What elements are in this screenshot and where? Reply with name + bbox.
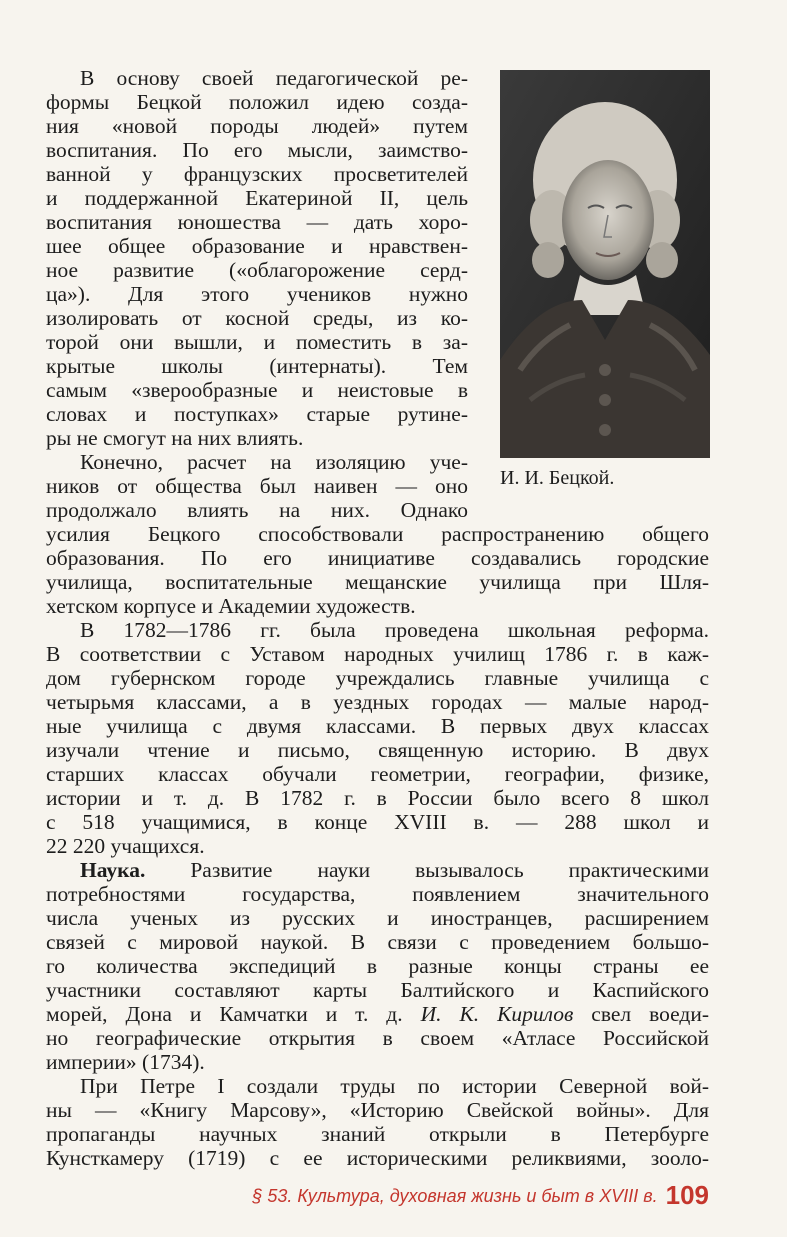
text-line: самым «зверообразные и неистовые в [46,378,468,402]
text-line: В 1782—1786 гг. была проведена школьная реформа. [80,618,709,642]
text-line: и поддержанной Екатериной II, цель [46,186,468,210]
text-line: четырьмя классами, а в уездных городах — малые народ- [46,690,709,714]
text-line: торой они вышли, и поместить в за- [46,330,468,354]
text-line-last: Кунсткамеру (1719) с ее историческими реликвиями, зооло- [46,1146,709,1170]
text-line: училища, воспитательные мещанские училища при Шля- [46,570,709,594]
person-name: И. К. Кирилов [420,1002,574,1026]
text-line: ны — «Книгу Марсову», «Историю Свейской войны». Для [46,1098,709,1122]
text-line: но географические открытия в своем «Атласе Российской [46,1026,709,1050]
text-line: ников от общества был наивен — оно [46,474,468,498]
text-line: 22 220 учащихся. [46,834,205,858]
text-line: При Петре I создали труды по истории Северной вой- [80,1074,709,1098]
portrait-image [500,70,710,458]
page-number: 109 [665,1180,709,1210]
text-line: го количества экспедиций в разные концы страны ее [46,954,709,978]
text-line: усилия Бецкого способствовали распространению общего [46,522,709,546]
text-span: Развитие науки вызывалось практическими [145,858,709,882]
text-line: крытые школы (интернаты). Тем [46,354,468,378]
text-line: ры не смогут на них влиять. [46,426,304,450]
text-span: морей, Дона и Камчатки и т. д. [46,1002,421,1026]
text-line: истории и т. д. В 1782 г. в России было всего 8 школ [46,786,709,810]
text-line: хетском корпусе и Академии художеств. [46,594,416,618]
text-line: старших классах обучали геометрии, географии, физике, [46,762,709,786]
text-line: ванной у французских просветителей [46,162,468,186]
text-line: В основу своей педагогической ре- [80,66,468,90]
portrait-caption: И. И. Бецкой. [500,467,615,489]
text-line: ное развитие («облагорожение серд- [46,258,468,282]
text-line: словах и поступках» старые рутине- [46,402,468,426]
text-line: образования. По его инициативе создавались городские [46,546,709,570]
text-line: воспитания юношества — дать хоро- [46,210,468,234]
text-line: продолжало влиять на них. Однако [46,498,468,522]
text-line: потребностями государства, появлением значительного [46,882,709,906]
text-line: с 518 учащимися, в конце XVIII в. — 288 школ и [46,810,709,834]
text-line: изучали чтение и письмо, священную историю. В двух [46,738,709,762]
section-heading-nauka: Наука. [80,858,146,882]
text-line: связей с мировой наукой. В связи с проведением большо- [46,930,709,954]
text-line: Конечно, расчет на изоляцию уче- [80,450,468,474]
text-line: пропаганды научных знаний открыли в Петербурге [46,1122,709,1146]
text-line: участники составляют карты Балтийского и Каспийского [46,978,709,1002]
text-line: изолировать от косной среды, из ко- [46,306,468,330]
text-line: ния «новой породы людей» путем [46,114,468,138]
running-title: § 53. Культура, духовная жизнь и быт в XVIII в. [252,1186,658,1206]
text-line: империи» (1734). [46,1050,205,1074]
text-span: свел воеди- [573,1002,709,1026]
text-line: В соответствии с Уставом народных училищ 1786 г. в каж- [46,642,709,666]
text-line: числа ученых из русских и иностранцев, расширением [46,906,709,930]
text-line: дом губернском городе учреждались главные училища с [46,666,709,690]
text-line: ные училища с двумя классами. В первых двух классах [46,714,709,738]
text-line-kirilov [46,1002,709,1026]
text-line: формы Бецкой положил идею созда- [46,90,468,114]
text-line: шее общее образование и нравствен- [46,234,468,258]
text-line: ца»). Для этого учеников нужно [46,282,468,306]
page-footer [200,1180,709,1211]
text-line-nauka [80,858,709,882]
text-line: воспитания. По его мысли, заимство- [46,138,468,162]
